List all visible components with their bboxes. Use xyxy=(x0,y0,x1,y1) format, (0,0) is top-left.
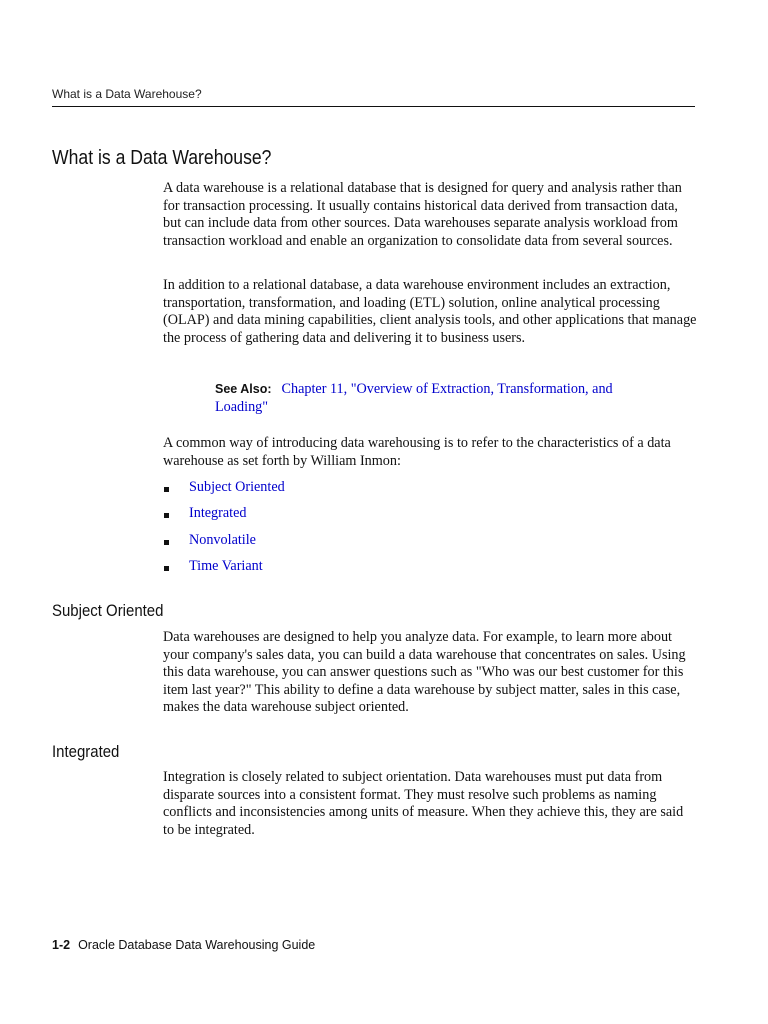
book-title: Oracle Database Data Warehousing Guide xyxy=(78,938,316,952)
header-rule xyxy=(52,106,695,107)
link-subject-oriented[interactable]: Subject Oriented xyxy=(189,479,285,495)
list-item xyxy=(163,478,285,504)
intro-paragraph-1: A data warehouse is a relational database that is designed for query and analysis rather than for transaction processing. It usually contains historical data derived from transaction data, but can include data from other sources. Data warehouses separate analysis workload from transaction workload and enable an organization to consolidate data from several sources. xyxy=(163,180,682,249)
page-footer xyxy=(52,938,315,952)
inmon-intro-paragraph: A common way of introducing data warehousing is to refer to the characteristics of a data warehouse as set forth by William Inmon: xyxy=(163,435,671,469)
link-nonvolatile[interactable]: Nonvolatile xyxy=(189,531,256,548)
page-number: 1-2 xyxy=(52,938,71,952)
section-text-subject-oriented: Data warehouses are designed to help you analyze data. For example, to learn more about your company's sales data, you can build a data warehouse that concentrates on sales. Using this data warehouse, you can answer questions such as "Who was our best customer for this item last year?" This ability to define a data warehouse by subject matter, sales in this case, makes the data warehouse subject oriented. xyxy=(163,629,686,716)
section-heading-integrated: Integrated xyxy=(52,742,120,761)
running-header: What is a Data Warehouse? xyxy=(52,87,202,101)
link-integrated[interactable]: Integrated xyxy=(189,505,247,522)
see-also-link[interactable]: Chapter 11, "Overview of Extraction, Transformation, and Loading" xyxy=(215,381,613,415)
bullet-square-icon xyxy=(164,513,169,518)
bullet-square-icon xyxy=(164,540,169,545)
list-item xyxy=(163,557,285,583)
intro-paragraph-2: In addition to a relational database, a data warehouse environment includes an extraction, transportation, transformation, and loading (ETL) solution, online analytical processing (OLAP) and data mining capabilities, client analysis tools, and other applications that manage the process of gathering data and delivering it to business users. xyxy=(163,277,697,346)
characteristics-list xyxy=(163,478,285,584)
bullet-square-icon xyxy=(164,566,169,571)
section-text-integrated: Integration is closely related to subject orientation. Data warehouses must put data from disparate sources into a consistent format. They must resolve such problems as naming conflicts and inconsistencies among units of measure. When they achieve this, they are said to be integrated. xyxy=(163,769,684,838)
page-title: What is a Data Warehouse? xyxy=(52,147,272,169)
bullet-square-icon xyxy=(164,487,169,492)
see-also-note xyxy=(215,380,645,416)
list-item xyxy=(163,531,285,557)
list-item xyxy=(163,504,285,530)
section-heading-subject-oriented: Subject Oriented xyxy=(52,601,164,620)
link-time-variant[interactable]: Time Variant xyxy=(189,558,263,575)
see-also-label: See Also: xyxy=(215,382,272,396)
